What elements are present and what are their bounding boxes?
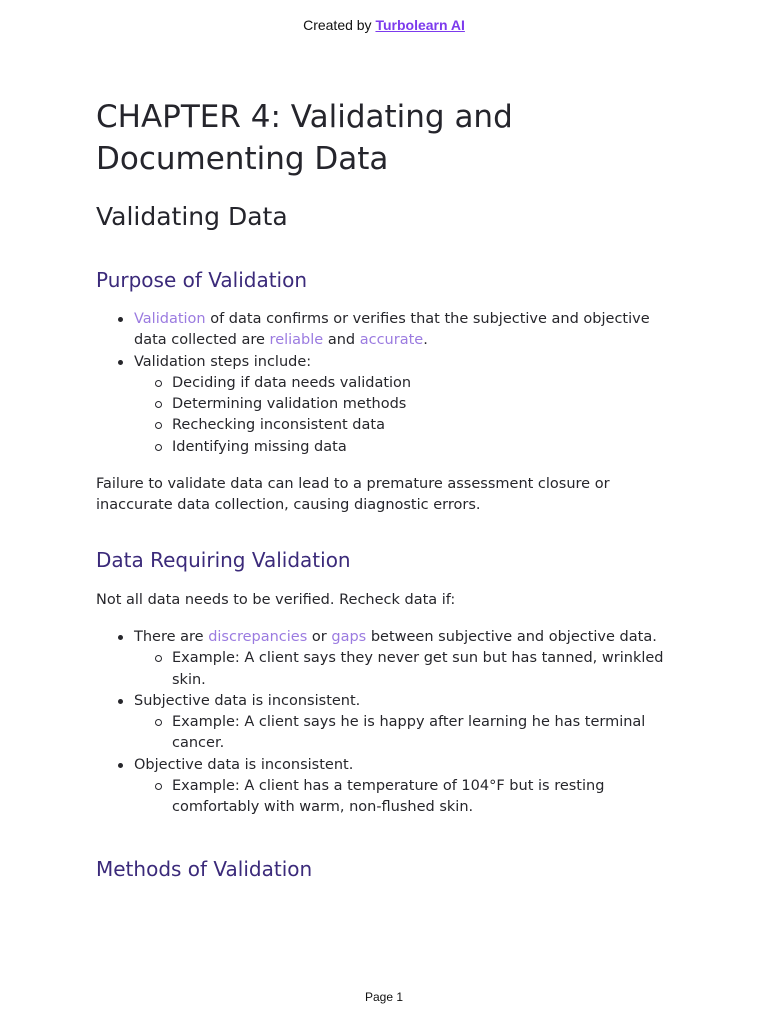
list-item: Deciding if data needs validation — [134, 373, 686, 394]
list-item: Validation of data confirms or verifies that the subjective and objective data collected are reliable and accurate. — [96, 309, 686, 352]
chapter-title: CHAPTER 4: Validating and Documenting Data — [96, 99, 513, 177]
list-item: Subjective data is inconsistent. Example: A client says he is happy after learning he has terminal cancer. — [96, 691, 686, 755]
list-item: Determining validation methods — [134, 394, 686, 415]
methods-heading: Methods of Validation — [96, 856, 313, 881]
keyword-accurate: accurate — [359, 332, 424, 349]
list-item: There are discrepancies or gaps between subjective and objective data. Example: A client says they never get sun but has tanned, wrinkled skin. — [96, 627, 686, 691]
failure-paragraph: Failure to validate data can lead to a premature assessment closure or inaccurate data collection, causing diagnostic errors. — [96, 476, 610, 514]
list-item: Example: A client has a temperature of 104°F but is resting comfortably with warm, non-flushed skin. — [134, 776, 686, 819]
list-item: Objective data is inconsistent. Example: A client has a temperature of 104°F but is resting comfortably with warm, non-flushed skin. — [96, 755, 686, 819]
keyword-gaps: gaps — [331, 628, 367, 645]
purpose-list — [96, 309, 686, 458]
keyword-validation: Validation — [134, 311, 206, 327]
list-item: Example: A client says he is happy after learning he has terminal cancer. — [134, 712, 686, 755]
list-item: Rechecking inconsistent data — [134, 415, 686, 436]
section-title: Validating Data — [96, 202, 288, 231]
credit-prefix: Created by — [303, 17, 376, 33]
keyword-discrepancies: discrepancies — [208, 628, 308, 645]
list-item: Validation steps include: Deciding if data needs validation Determining validation methods Rechecking inconsistent data Identifying missing data — [96, 352, 686, 458]
keyword-reliable: reliable — [269, 332, 324, 349]
turbolearn-link[interactable]: Turbolearn AI — [375, 17, 465, 33]
validation-steps — [134, 373, 686, 458]
credit-line — [0, 17, 768, 33]
list-item: Identifying missing data — [134, 437, 686, 458]
purpose-heading: Purpose of Validation — [96, 268, 308, 292]
page-number: Page 1 — [364, 990, 404, 1004]
requiring-list — [96, 627, 686, 819]
requiring-intro: Not all data needs to be verified. Recheck data if: — [96, 591, 456, 608]
list-item: Example: A client says they never get sun but has tanned, wrinkled skin. — [134, 648, 686, 691]
requiring-heading: Data Requiring Validation — [96, 547, 351, 572]
document-content — [96, 96, 686, 883]
